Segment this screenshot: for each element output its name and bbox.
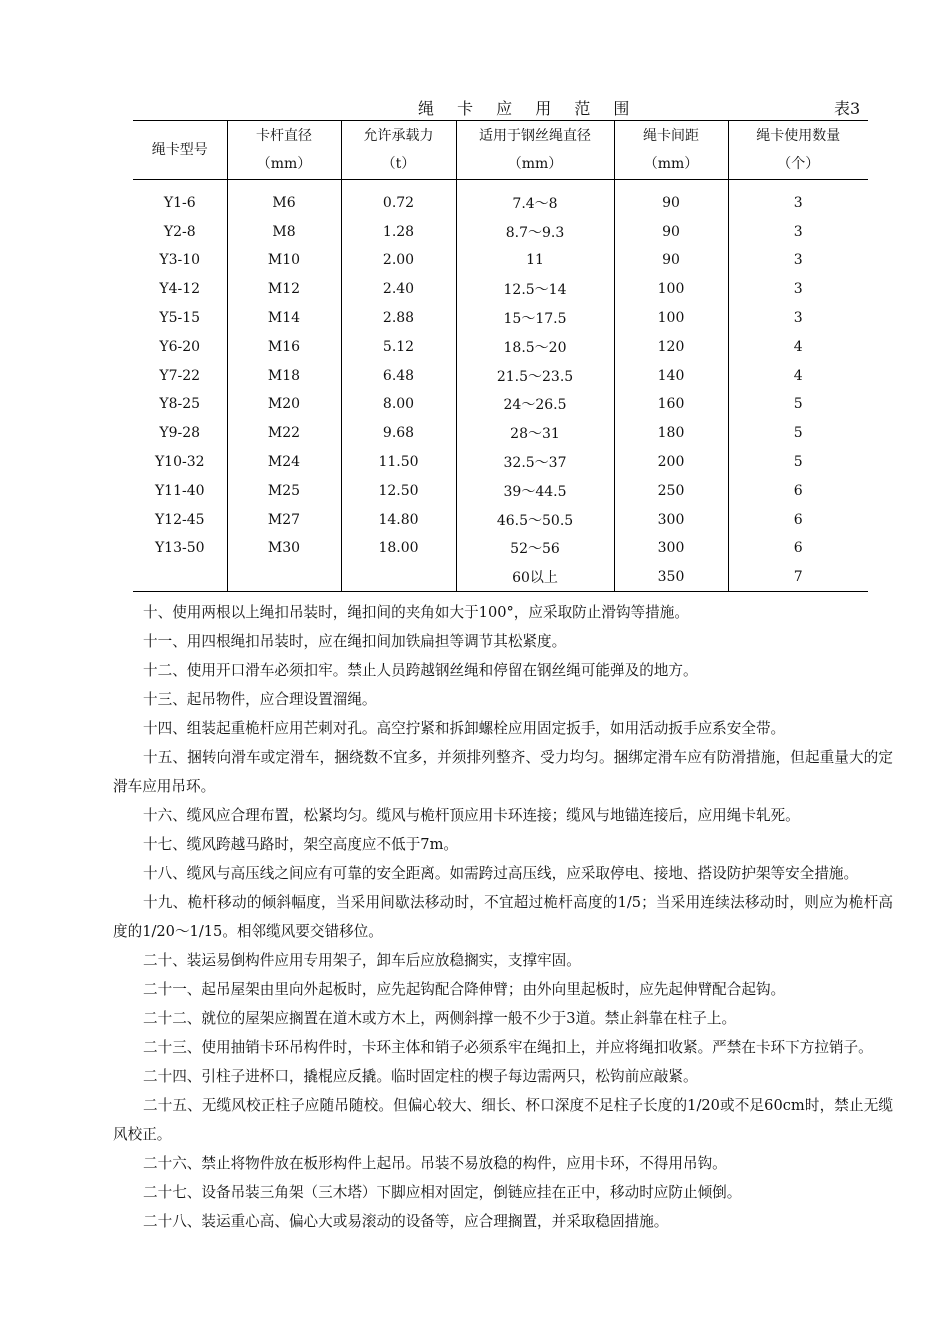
safety-notes <box>113 598 893 1236</box>
cell-qty: 5 <box>728 419 868 448</box>
cell-model: Y5-15 <box>159 310 201 327</box>
cell-spacing: 90 <box>614 217 728 246</box>
cell-rod: M22 <box>227 419 341 448</box>
note-item: 二十一、起吊屋架由里向外起板时，应先起钩配合降伸臂；由外向里起板时，应先起伸臂配合起钩。 <box>143 981 786 998</box>
cell-rope: 52～56 <box>456 534 614 563</box>
cell-rope: 18.5～20 <box>456 332 614 361</box>
cell-load: 0.72 <box>341 189 456 218</box>
note-item: 十、使用两根以上绳扣吊装时，绳扣间的夹角如大于100°，应采取防止滑钩等措施。 <box>143 604 689 621</box>
note-item: 十五、捆转向滑车或定滑车，捆绕数不宜多，并须排列整齐、受力均匀。捆绑定滑车应有防滑措施，但起重量大的定滑车应用吊环。 <box>113 749 893 795</box>
cell-load: 1.28 <box>341 217 456 246</box>
cell-load: 2.00 <box>341 246 456 275</box>
note-item: 十二、使用开口滑车必须扣牢。禁止人员跨越钢丝绳和停留在钢丝绳可能弹及的地方。 <box>143 662 698 679</box>
cell-qty: 3 <box>728 246 868 275</box>
table-row <box>133 448 868 477</box>
cell-rod: M30 <box>227 534 341 563</box>
cell-rod: M25 <box>227 476 341 505</box>
cell-rope: 7.4～8 <box>456 189 614 218</box>
cell-load: 18.00 <box>341 534 456 563</box>
cell-model: Y3-10 <box>159 252 201 269</box>
header-quantity: 绳卡使用数量 （个） <box>728 121 868 180</box>
table-row <box>133 217 868 246</box>
cell-model: Y4-12 <box>159 281 201 298</box>
cell-rope: 11 <box>456 246 614 275</box>
cell-model: Y10-32 <box>154 454 205 471</box>
cell-model: Y11-40 <box>154 482 205 499</box>
cell-spacing: 350 <box>614 563 728 592</box>
rope-clip-table <box>133 120 868 592</box>
note-item: 二十七、设备吊装三角架（三木塔）下脚应相对固定，倒链应挂在正中，移动时应防止倾倒。 <box>143 1184 742 1201</box>
cell-rod: M16 <box>227 332 341 361</box>
cell-rope: 28～31 <box>456 419 614 448</box>
cell-rope: 60以上 <box>456 563 614 592</box>
cell-load: 14.80 <box>341 505 456 534</box>
cell-load: 9.68 <box>341 419 456 448</box>
cell-rod <box>227 563 341 592</box>
cell-rope: 39～44.5 <box>456 476 614 505</box>
table-header-row <box>133 121 868 180</box>
header-rod-diameter: 卡杆直径 （mm） <box>227 121 341 180</box>
note-item: 十一、用四根绳扣吊装时，应在绳扣间加铁扁担等调节其松紧度。 <box>143 633 567 650</box>
cell-model: Y6-20 <box>159 338 201 355</box>
cell-load: 8.00 <box>341 390 456 419</box>
header-spacing: 绳卡间距 （mm） <box>614 121 728 180</box>
cell-spacing: 140 <box>614 361 728 390</box>
cell-rod: M18 <box>227 361 341 390</box>
table-row <box>133 361 868 390</box>
table-row <box>133 534 868 563</box>
table-row <box>133 332 868 361</box>
table-title: 绳 卡 应 用 范 围 <box>418 99 639 118</box>
cell-rod: M20 <box>227 390 341 419</box>
cell-rod: M24 <box>227 448 341 477</box>
cell-model: Y8-25 <box>159 396 201 413</box>
table-row <box>133 390 868 419</box>
table-row <box>133 563 868 592</box>
cell-qty: 4 <box>728 332 868 361</box>
cell-model <box>133 563 227 592</box>
cell-qty: 6 <box>728 534 868 563</box>
cell-qty: 7 <box>728 563 868 592</box>
note-item: 二十三、使用抽销卡环吊构件时，卡环主体和销子必须系牢在绳扣上，并应将绳扣收紧。严禁在卡环下方拉销子。 <box>143 1039 873 1056</box>
cell-rope: 46.5～50.5 <box>456 505 614 534</box>
header-model: 绳卡型号 <box>133 121 227 180</box>
cell-rope: 8.7～9.3 <box>456 217 614 246</box>
cell-load: 6.48 <box>341 361 456 390</box>
cell-rope: 24～26.5 <box>456 390 614 419</box>
note-item: 十九、桅杆移动的倾斜幅度，当采用间歇法移动时，不宜超过桅杆高度的1/5；当采用连续法移动时，则应为桅杆高度的1/20～1/15。相邻缆风要交错移位。 <box>113 894 893 940</box>
cell-rod: M10 <box>227 246 341 275</box>
cell-rope: 12.5～14 <box>456 275 614 304</box>
cell-load <box>341 563 456 592</box>
note-item: 二十五、无缆风校正柱子应随吊随校。但偏心较大、细长、杯口深度不足柱子长度的1/20或不足60cm时，禁止无缆风校正。 <box>113 1097 893 1143</box>
cell-qty: 3 <box>728 217 868 246</box>
cell-load: 12.50 <box>341 476 456 505</box>
table-row <box>133 275 868 304</box>
note-item: 二十八、装运重心高、偏心大或易滚动的设备等，应合理搁置，并采取稳固措施。 <box>143 1213 669 1230</box>
note-item: 二十、装运易倒构件应用专用架子，卸车后应放稳搁实，支撑牢固。 <box>143 952 581 969</box>
cell-qty: 6 <box>728 476 868 505</box>
cell-qty: 4 <box>728 361 868 390</box>
table-row <box>133 505 868 534</box>
note-item: 二十四、引柱子进杯口，撬棍应反撬。临时固定柱的楔子每边需两只，松钩前应敲紧。 <box>143 1068 698 1085</box>
note-item: 二十二、就位的屋架应搁置在道木或方木上，两侧斜撑一般不少于3道。禁止斜靠在柱子上。 <box>143 1010 737 1027</box>
cell-load: 2.88 <box>341 304 456 333</box>
note-item: 十六、缆风应合理布置，松紧均匀。缆风与桅杆顶应用卡环连接；缆风与地锚连接后，应用绳卡轧死。 <box>143 807 800 824</box>
header-rope-diameter: 适用于钢丝绳直径 （mm） <box>456 121 614 180</box>
header-allowed-load: 允许承载力 （t） <box>341 121 456 180</box>
cell-model: Y7-22 <box>159 367 201 384</box>
cell-spacing: 90 <box>614 246 728 275</box>
cell-spacing: 100 <box>614 304 728 333</box>
cell-model: Y12-45 <box>154 511 205 528</box>
cell-qty: 3 <box>728 189 868 218</box>
cell-qty: 6 <box>728 505 868 534</box>
cell-rod: M12 <box>227 275 341 304</box>
cell-load: 11.50 <box>341 448 456 477</box>
cell-spacing: 300 <box>614 534 728 563</box>
note-item: 十七、缆风跨越马路时，架空高度应不低于7m。 <box>143 836 459 853</box>
table-row <box>133 246 868 275</box>
cell-rod: M8 <box>227 217 341 246</box>
cell-rope: 32.5～37 <box>456 448 614 477</box>
cell-model: Y1-6 <box>163 194 196 211</box>
cell-spacing: 90 <box>614 189 728 218</box>
cell-spacing: 180 <box>614 419 728 448</box>
cell-spacing: 300 <box>614 505 728 534</box>
cell-spacing: 250 <box>614 476 728 505</box>
cell-rod: M14 <box>227 304 341 333</box>
cell-rod: M27 <box>227 505 341 534</box>
cell-rope: 15～17.5 <box>456 304 614 333</box>
table-row <box>133 476 868 505</box>
table-row <box>133 189 868 218</box>
cell-qty: 5 <box>728 390 868 419</box>
cell-model: Y13-50 <box>154 540 205 557</box>
cell-qty: 3 <box>728 275 868 304</box>
table-number: 表3 <box>834 99 861 118</box>
table-row <box>133 304 868 333</box>
note-item: 十三、起吊物件，应合理设置溜绳。 <box>143 691 377 708</box>
cell-model: Y2-8 <box>163 223 196 240</box>
cell-spacing: 200 <box>614 448 728 477</box>
cell-load: 2.40 <box>341 275 456 304</box>
note-item: 二十六、禁止将物件放在板形构件上起吊。吊装不易放稳的构件，应用卡环，不得用吊钩。 <box>143 1155 727 1172</box>
cell-model: Y9-28 <box>159 425 201 442</box>
cell-rod: M6 <box>227 189 341 218</box>
cell-spacing: 100 <box>614 275 728 304</box>
cell-rope: 21.5～23.5 <box>456 361 614 390</box>
cell-spacing: 120 <box>614 332 728 361</box>
cell-qty: 5 <box>728 448 868 477</box>
cell-qty: 3 <box>728 304 868 333</box>
cell-spacing: 160 <box>614 390 728 419</box>
table-row <box>133 419 868 448</box>
note-item: 十四、组装起重桅杆应用芒刺对孔。高空拧紧和拆卸螺栓应用固定扳手，如用活动扳手应系安全带。 <box>143 720 786 737</box>
cell-load: 5.12 <box>341 332 456 361</box>
note-item: 十八、缆风与高压线之间应有可靠的安全距离。如需跨过高压线，应采取停电、接地、搭设防护架等安全措施。 <box>143 865 859 882</box>
